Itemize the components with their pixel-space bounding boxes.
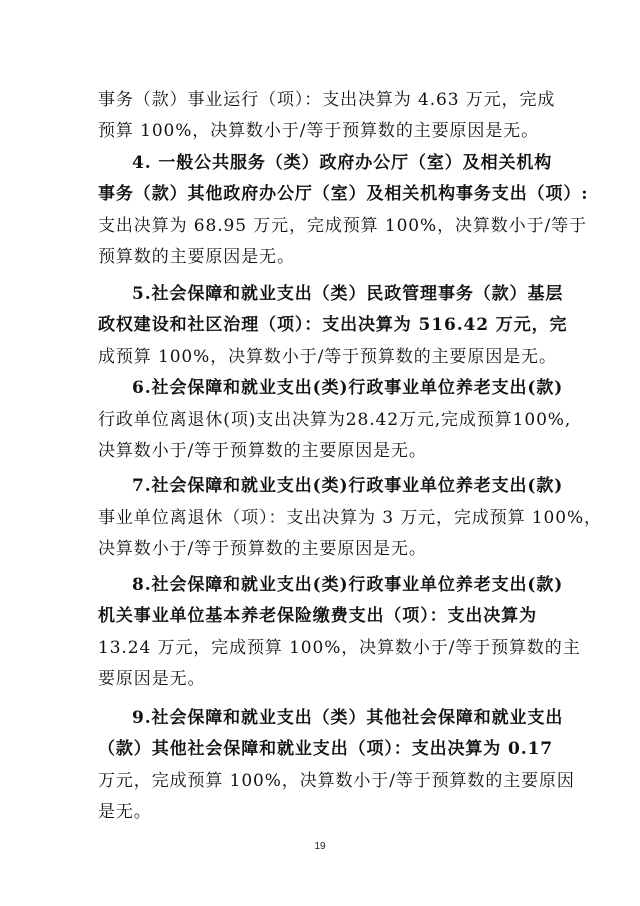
text-line: 预算数的主要原因是无。 [98,247,295,267]
paragraph-9-start: 9.社会保障和就业支出（类）其他社会保障和就业支出 [132,708,564,728]
text-line: 事业单位离退休（项）：支出决算为 3 万元，完成预算 100%， [98,508,602,528]
text-line: 要原因是无。 [98,669,206,689]
paragraph-7-start: 7.社会保障和就业支出(类)行政事业单位养老支出(款) [132,476,564,496]
paragraph-5-start: 5.社会保障和就业支出（类）民政管理事务（款）基层 [132,284,564,304]
page-number: 19 [314,841,326,852]
text-line: 支出决算为 68.95 万元，完成预算 100%，决算数小于/等于 [98,216,587,236]
text-line: 是无。 [98,802,152,822]
paragraph-4-start: 4. 一般公共服务（类）政府办公厅（室）及相关机构 [132,153,553,173]
text-line: 决算数小于/等于预算数的主要原因是无。 [98,539,427,559]
text-line: 事务（款）事业运行（项）：支出决算为 4.63 万元，完成 [98,90,556,110]
text-line: 机关事业单位基本养老保险缴费支出（项）：支出决算为 [98,606,537,626]
paragraph-6-start: 6.社会保障和就业支出(类)行政事业单位养老支出(款) [132,378,564,398]
text-line: 万元，完成预算 100%，决算数小于/等于预算数的主要原因 [98,771,575,791]
text-line: 13.24 万元，完成预算 100%，决算数小于/等于预算数的主 [98,638,581,658]
text-line: 政权建设和社区治理（项）：支出决算为 516.42 万元，完 [98,315,568,335]
text-line: 决算数小于/等于预算数的主要原因是无。 [98,441,427,461]
text-line: （款）其他社会保障和就业支出（项）：支出决算为 0.17 [98,739,554,759]
text-line: 成预算 100%，决算数小于/等于预算数的主要原因是无。 [98,347,557,367]
text-line: 行政单位离退休(项)支出决算为28.42万元,完成预算100%, [98,410,572,430]
text-line: 预算 100%，决算数小于/等于预算数的主要原因是无。 [98,121,540,141]
paragraph-8-start: 8.社会保障和就业支出(类)行政事业单位养老支出(款) [132,575,564,595]
text-line: 事务（款）其他政府办公厅（室）及相关机构事务支出（项）: [98,184,589,204]
